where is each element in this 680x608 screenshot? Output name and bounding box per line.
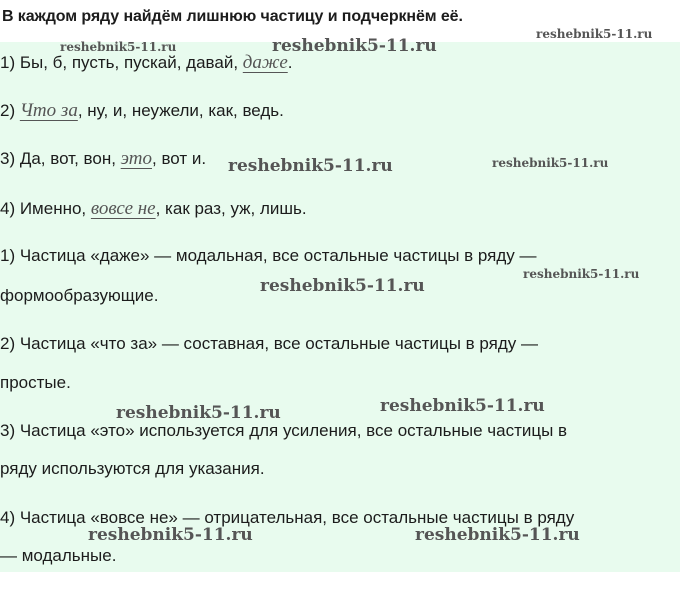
watermark: reshebnik5-11.ru xyxy=(260,276,425,296)
row-text: 3) Да, вот, вон, xyxy=(0,149,121,168)
row-text: . xyxy=(287,53,293,72)
explanation-2-line-1: 2) Частица «что за» — составная, все остальные частицы в ряду — xyxy=(0,334,538,353)
explanation-1-line-1: 1) Частица «даже» — модальная, все остальные частицы в ряду — xyxy=(0,246,537,265)
watermark: reshebnik5-11.ru xyxy=(415,525,580,545)
explanation-3-line-1: 3) Частица «это» используется для усиления, все остальные частицы в xyxy=(0,421,568,440)
watermark: reshebnik5-11.ru xyxy=(523,267,640,281)
explanation-1-line-2: формообразующие. xyxy=(0,286,159,305)
watermark: reshebnik5-11.ru xyxy=(536,27,653,41)
explanation-4-line-2: — модальные. xyxy=(0,546,117,565)
row-text: , ну, и, неужели, как, ведь. xyxy=(77,101,284,120)
watermark: reshebnik5-11.ru xyxy=(60,40,177,54)
row-text: , как раз, уж, лишь. xyxy=(155,199,307,218)
row-4 xyxy=(0,198,307,220)
row-2 xyxy=(0,100,284,122)
row-3 xyxy=(0,148,206,170)
watermark: reshebnik5-11.ru xyxy=(380,396,545,416)
explanation-2-line-2: простые. xyxy=(0,373,71,392)
watermark: reshebnik5-11.ru xyxy=(492,156,609,170)
task-title: В каждом ряду найдём лишнюю частицу и подчеркнём её. xyxy=(2,8,463,25)
highlighted-particle: даже xyxy=(242,52,288,73)
highlighted-particle: вовсе не xyxy=(90,198,156,219)
watermark: reshebnik5-11.ru xyxy=(88,525,253,545)
watermark: reshebnik5-11.ru xyxy=(228,156,393,176)
explanation-4-line-1: 4) Частица «вовсе не» — отрицательная, все остальные частицы в ряду xyxy=(0,508,575,527)
row-1 xyxy=(0,52,292,74)
explanation-3-line-2: ряду используются для указания. xyxy=(0,459,265,478)
watermark: reshebnik5-11.ru xyxy=(116,403,281,423)
highlighted-particle: Что за xyxy=(19,100,78,121)
row-text: 2) xyxy=(0,101,20,120)
watermark: reshebnik5-11.ru xyxy=(272,36,437,56)
row-text: , вот и. xyxy=(152,149,207,168)
row-text: 4) Именно, xyxy=(0,199,91,218)
row-text: 1) Бы, б, пусть, пускай, давай, xyxy=(0,53,243,72)
highlighted-particle: это xyxy=(120,148,153,169)
